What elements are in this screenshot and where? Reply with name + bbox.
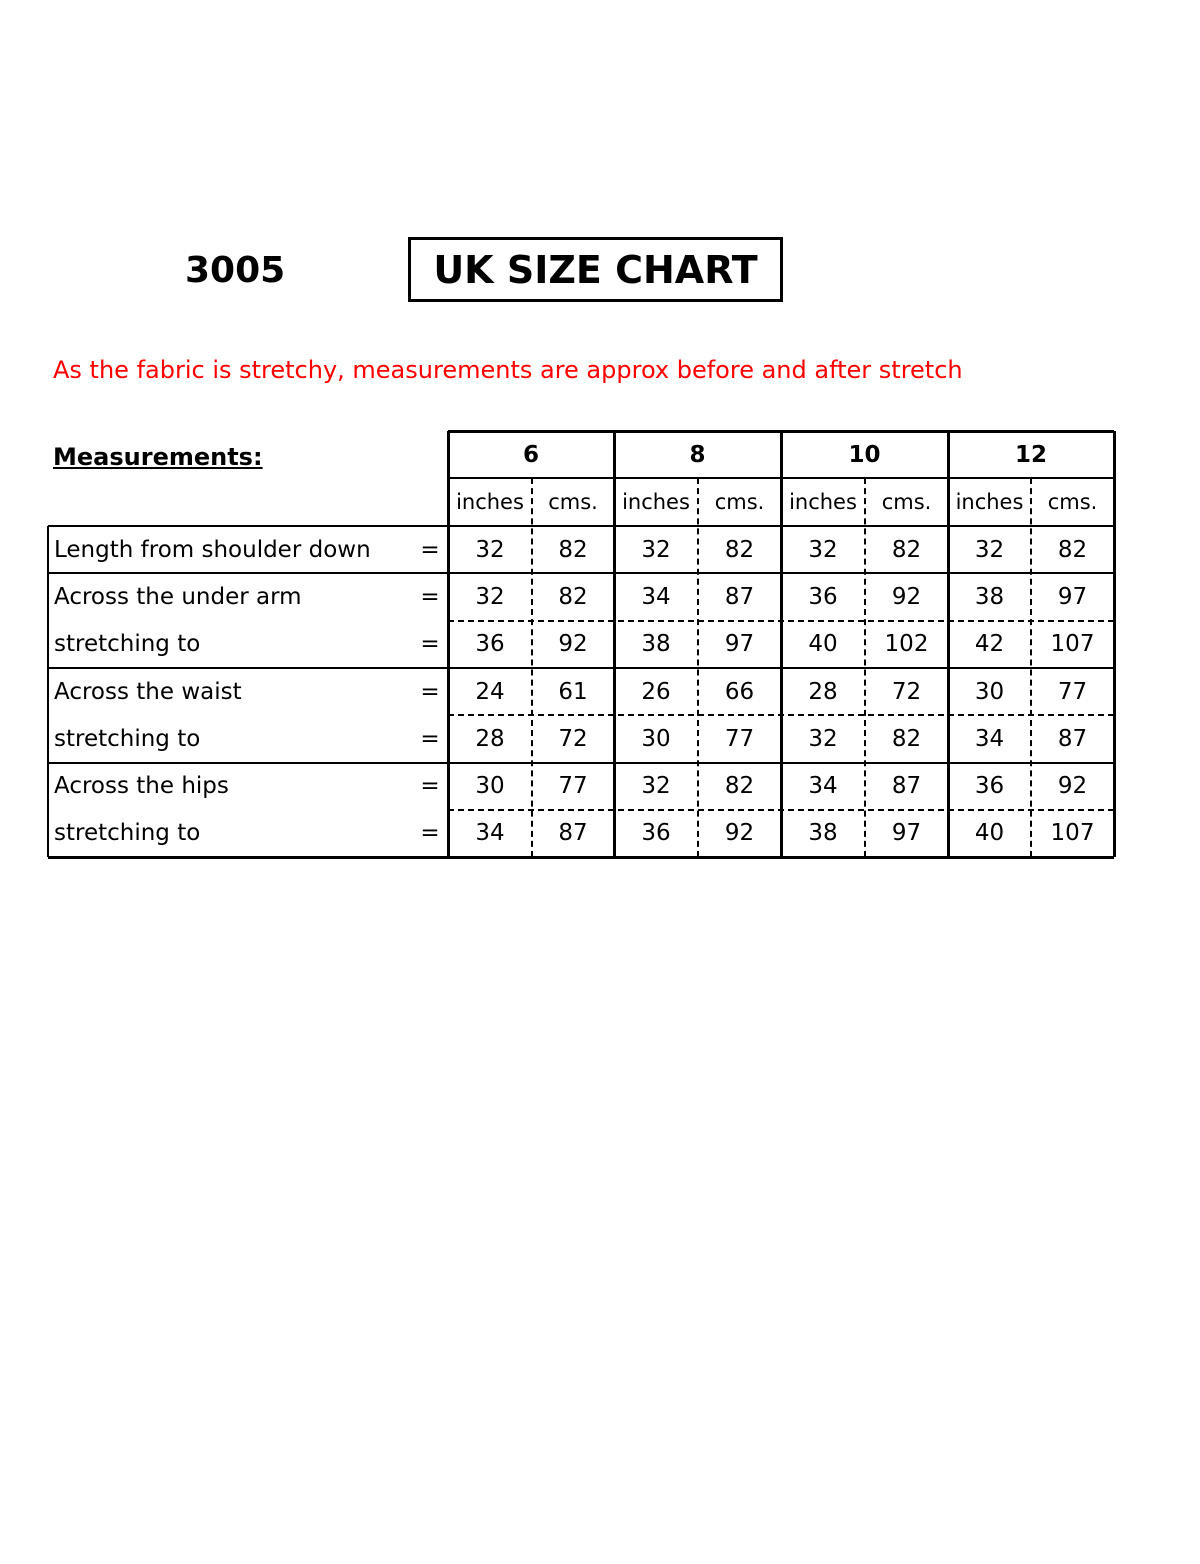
unit-header: inches [456, 490, 524, 514]
table-cell: 61 [558, 678, 588, 705]
size-header: 8 [689, 441, 706, 468]
dashed-line [1030, 478, 1032, 857]
equals-sign: = [420, 536, 440, 563]
row-label: Across the under arm [54, 583, 302, 610]
table-cell: 77 [558, 773, 588, 800]
table-cell: 32 [808, 536, 838, 563]
table-cell: 82 [558, 536, 588, 563]
table-cell: 38 [974, 583, 1005, 610]
stretch-note: As the fabric is stretchy, measurements are approx before and after stretch [53, 356, 963, 384]
table-cell: 36 [974, 773, 1005, 800]
table-cell: 30 [475, 773, 505, 800]
table-cell: 82 [1057, 536, 1088, 563]
grid-line [48, 525, 1114, 527]
table-cell: 34 [974, 725, 1005, 752]
table-cell: 26 [641, 678, 671, 705]
grid-line [447, 431, 450, 857]
table-cell: 92 [1057, 773, 1088, 800]
row-label: Across the waist [54, 678, 242, 705]
table-cell: 97 [724, 631, 755, 658]
table-cell: 66 [724, 678, 755, 705]
table-cell: 32 [641, 536, 671, 563]
equals-sign: = [420, 725, 440, 752]
table-cell: 97 [1057, 583, 1088, 610]
table-cell: 87 [558, 820, 588, 847]
dashed-line [697, 478, 699, 857]
table-cell: 107 [1050, 820, 1095, 847]
table-cell: 34 [475, 820, 505, 847]
table-cell: 40 [974, 820, 1005, 847]
grid-line [47, 526, 49, 857]
table-cell: 30 [641, 725, 671, 752]
table-cell: 36 [808, 583, 838, 610]
unit-header: cms. [714, 490, 765, 514]
unit-header: inches [789, 490, 857, 514]
equals-sign: = [420, 583, 440, 610]
table-cell: 97 [891, 820, 922, 847]
table-cell: 38 [808, 820, 838, 847]
equals-sign: = [420, 678, 440, 705]
table-cell: 32 [808, 725, 838, 752]
size-header: 12 [1014, 441, 1047, 468]
table-cell: 42 [974, 631, 1005, 658]
table-cell: 34 [808, 773, 838, 800]
table-cell: 32 [641, 773, 671, 800]
table-cell: 32 [475, 536, 505, 563]
table-cell: 82 [724, 773, 755, 800]
row-label: stretching to [54, 820, 201, 847]
table-cell: 36 [475, 631, 505, 658]
page-title-text: UK SIZE CHART [433, 247, 758, 292]
table-cell: 82 [724, 536, 755, 563]
table-cell: 28 [475, 725, 505, 752]
table-cell: 28 [808, 678, 838, 705]
grid-line [1113, 431, 1116, 857]
table-cell: 32 [475, 583, 505, 610]
table-cell: 82 [558, 583, 588, 610]
table-cell: 72 [891, 678, 922, 705]
table-cell: 34 [641, 583, 671, 610]
row-label: Across the hips [54, 773, 229, 800]
table-cell: 77 [1057, 678, 1088, 705]
equals-sign: = [420, 631, 440, 658]
table-cell: 30 [974, 678, 1005, 705]
table-cell: 40 [808, 631, 838, 658]
product-code: 3005 [185, 250, 286, 291]
page-title [408, 237, 783, 302]
table-cell: 92 [558, 631, 588, 658]
grid-line [48, 572, 1114, 574]
row-label: stretching to [54, 725, 201, 752]
unit-header: cms. [548, 490, 598, 514]
grid-line [48, 762, 1114, 764]
table-cell: 82 [891, 725, 922, 752]
table-cell: 87 [1057, 725, 1088, 752]
grid-line [48, 667, 1114, 669]
table-cell: 24 [475, 678, 505, 705]
grid-line [48, 856, 1114, 859]
equals-sign: = [420, 773, 440, 800]
table-cell: 77 [724, 725, 755, 752]
unit-header: cms. [881, 490, 932, 514]
table-cell: 38 [641, 631, 671, 658]
grid-line [613, 431, 616, 857]
dashed-line [864, 478, 866, 857]
table-cell: 107 [1050, 631, 1095, 658]
unit-header: inches [955, 490, 1024, 514]
table-cell: 72 [558, 725, 588, 752]
size-header: 10 [848, 441, 881, 468]
row-label: Length from shoulder down [54, 536, 371, 563]
unit-header: cms. [1047, 490, 1098, 514]
table-cell: 87 [724, 583, 755, 610]
size-header: 6 [522, 441, 539, 468]
table-cell: 87 [891, 773, 922, 800]
table-cell: 32 [974, 536, 1005, 563]
unit-header: inches [622, 490, 690, 514]
grid-line [780, 431, 783, 857]
row-label: stretching to [54, 631, 201, 658]
dashed-line [531, 478, 533, 857]
equals-sign: = [420, 820, 440, 847]
table-cell: 102 [884, 631, 929, 658]
grid-line [947, 431, 950, 857]
table-cell: 92 [724, 820, 755, 847]
table-cell: 36 [641, 820, 671, 847]
table-cell: 92 [891, 583, 922, 610]
table-cell: 82 [891, 536, 922, 563]
measurements-label: Measurements: [53, 443, 263, 471]
